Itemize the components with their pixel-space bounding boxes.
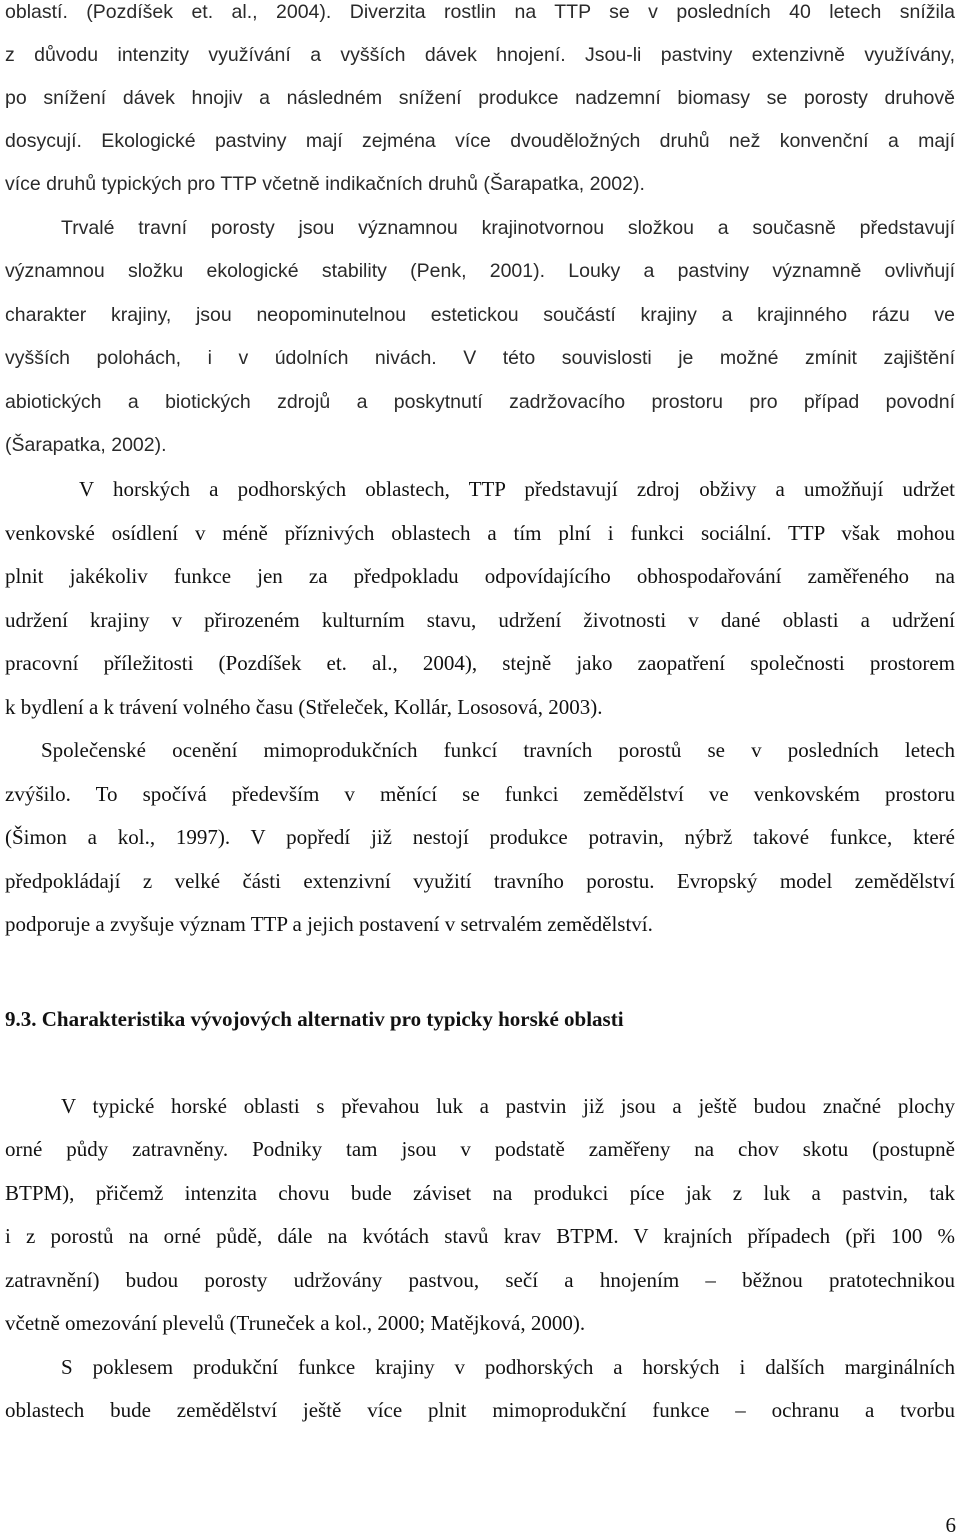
paragraph-2-line-6: (Šarapatka, 2002). bbox=[5, 434, 167, 456]
paragraph-1-line-2: z důvodu intenzity využívání a vyšších dávek hnojení. Jsou-li pastviny extenzivně využívány, bbox=[5, 44, 955, 66]
paragraph-3-line-6: k bydlení a k trávení volného času (Střeleček, Kollár, Lososová, 2003). bbox=[5, 695, 603, 719]
paragraph-4-line-1: Společenské ocenění mimoprodukčních funkcí travních porostů se v posledních letech bbox=[41, 738, 955, 762]
paragraph-5-line-3: BTPM), přičemž intenzita chovu bude záviset na produkci píce jak z luk a pastvin, tak bbox=[5, 1181, 955, 1205]
paragraph-5-line-2: orné půdy zatravněny. Podniky tam jsou v podstatě zaměřeny na chov skotu (postupně bbox=[5, 1137, 955, 1161]
paragraph-3-line-4: udržení krajiny v přirozeném kulturním stavu, udržení životnosti v dané oblasti a udržení bbox=[5, 608, 955, 632]
paragraph-1-line-4: dosycují. Ekologické pastviny mají zejména více dvouděložných druhů než konvenční a mají bbox=[5, 130, 955, 152]
section-heading: 9.3. Charakteristika vývojových alternativ pro typicky horské oblasti bbox=[5, 1007, 624, 1031]
paragraph-3-line-5: pracovní příležitosti (Pozdíšek et. al., 2004), stejně jako zaopatření společnosti prostorem bbox=[5, 651, 955, 675]
paragraph-5-line-4: i z porostů na orné půdě, dále na kvótách stavů krav BTPM. V krajních případech (při 100 % bbox=[5, 1224, 955, 1248]
paragraph-4-line-2: zvýšilo. To spočívá především v měnící se funkci zemědělství ve venkovském prostoru bbox=[5, 782, 955, 806]
page-number: 6 bbox=[945, 1513, 956, 1537]
paragraph-5-line-5: zatravnění) budou porosty udržovány pastvou, sečí a hnojením – běžnou pratotechnikou bbox=[5, 1268, 955, 1292]
paragraph-4-line-4: předpokládají z velké části extenzivní využití travního porostu. Evropský model zemědělství bbox=[5, 869, 955, 893]
paragraph-3-line-2: venkovské osídlení v méně příznivých oblastech a tím plní i funkci sociální. TTP však mohou bbox=[5, 521, 955, 545]
paragraph-4-line-5: podporuje a zvyšuje význam TTP a jejich postavení v setrvalém zemědělství. bbox=[5, 912, 653, 936]
paragraph-2-line-2: významnou složku ekologické stability (Penk, 2001). Louky a pastviny významně ovlivňují bbox=[5, 260, 955, 282]
paragraph-4-line-3: (Šimon a kol., 1997). V popředí již nestojí produkce potravin, nýbrž takové funkce, které bbox=[5, 825, 955, 849]
paragraph-1-line-3: po snížení dávek hnojiv a následném snížení produkce nadzemní biomasy se porosty druhově bbox=[5, 87, 955, 109]
paragraph-5-line-1: V typické horské oblasti s převahou luk a pastvin již jsou a ještě budou značné plochy bbox=[61, 1094, 955, 1118]
paragraph-2-line-5: abiotických a biotických zdrojů a poskytnutí zadržovacího prostoru pro případ povodní bbox=[5, 391, 955, 413]
paragraph-1-line-5: více druhů typických pro TTP včetně indikačních druhů (Šarapatka, 2002). bbox=[5, 173, 645, 195]
paragraph-6-line-1: S poklesem produkční funkce krajiny v podhorských a horských i dalších marginálních bbox=[61, 1355, 955, 1379]
paragraph-1-line-1: oblastí. (Pozdíšek et. al., 2004). Diverzita rostlin na TTP se v posledních 40 letech snížila bbox=[5, 1, 955, 23]
paragraph-5-line-6: včetně omezování plevelů (Truneček a kol., 2000; Matějková, 2000). bbox=[5, 1311, 586, 1335]
paragraph-2-line-4: vyšších polohách, i v údolních nivách. V této souvislosti je možné zmínit zajištění bbox=[5, 347, 955, 369]
paragraph-6-line-2: oblastech bude zemědělství ještě více plnit mimoprodukční funkce – ochranu a tvorbu bbox=[5, 1398, 955, 1422]
paragraph-2-line-1: Trvalé travní porosty jsou významnou krajinotvornou složkou a současně představují bbox=[61, 217, 955, 239]
paragraph-3-line-3: plnit jakékoliv funkce jen za předpokladu odpovídajícího obhospodařování zaměřeného na bbox=[5, 564, 955, 588]
paragraph-3-line-1: V horských a podhorských oblastech, TTP představují zdroj obživy a umožňují udržet bbox=[79, 477, 955, 501]
paragraph-2-line-3: charakter krajiny, jsou neopominutelnou estetickou součástí krajiny a krajinného rázu ve bbox=[5, 304, 955, 326]
